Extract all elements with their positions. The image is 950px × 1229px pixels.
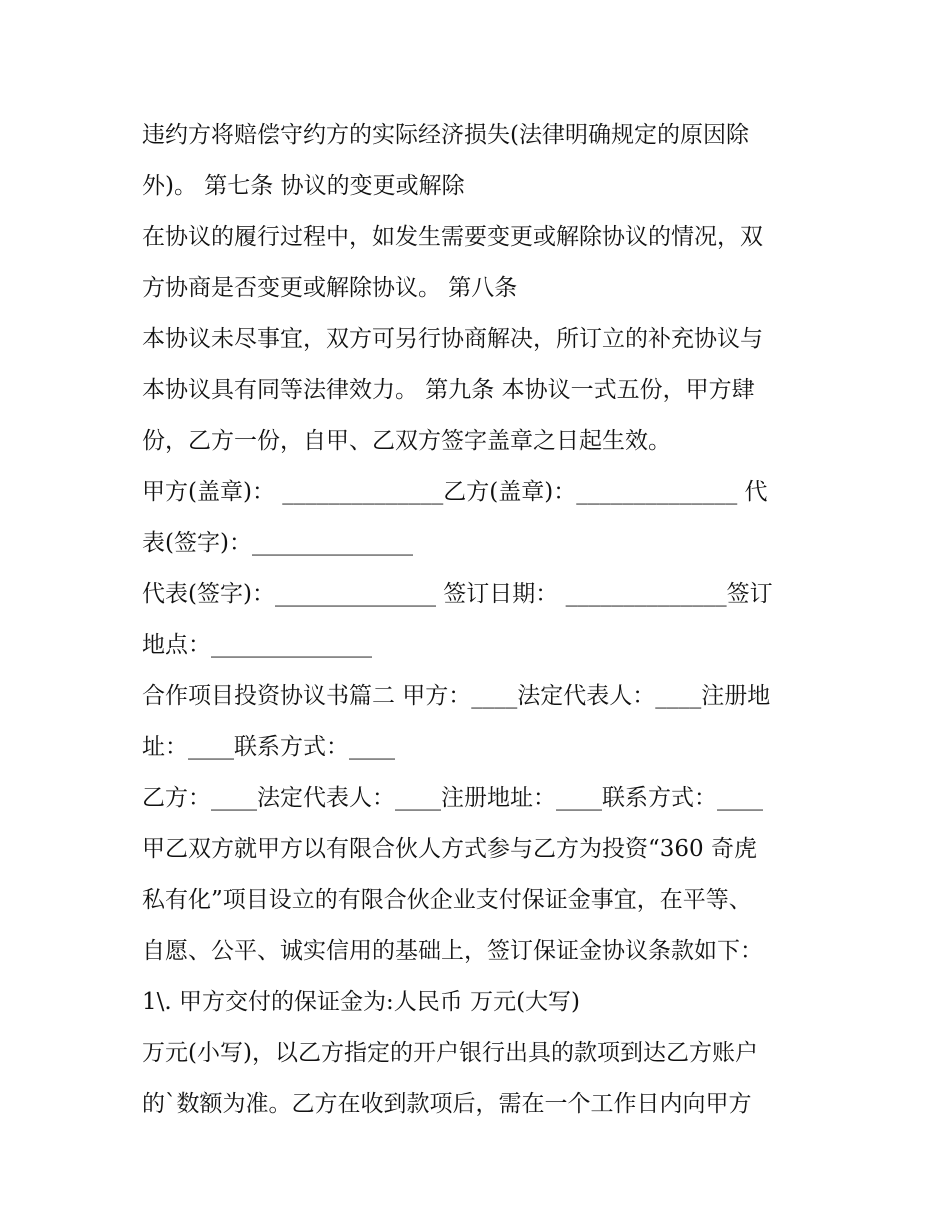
text-line: 自愿、公平、诚实信用的基础上，签订保证金协议条款如下： [142, 938, 763, 964]
signature-line: 表(签字)：______________ [142, 530, 413, 556]
text-line: 万元(小写)，以乙方指定的开户银行出具的款项到达乙方账户 [142, 1040, 758, 1066]
text-line: 在协议的履行过程中，如发生需要变更或解除协议的情况，双 [142, 224, 763, 250]
text-line: 方协商是否变更或解除协议。 第八条 [142, 275, 518, 301]
text-line: 外)。 第七条 协议的变更或解除 [142, 173, 465, 199]
text-line: 本协议具有同等法律效力。 第九条 本协议一式五份，甲方肆 [142, 377, 755, 403]
signature-line: 代表(签字)：______________ 签订日期： ______________签订 [142, 581, 773, 607]
section-heading-line: 合作项目投资协议书篇二 甲方：____法定代表人：____注册地 [142, 683, 771, 709]
text-line: 私有化”项目设立的有限合伙企业支付保证金事宜，在平等、 [142, 887, 752, 913]
text-line: 违约方将赔偿守约方的实际经济损失(法律明确规定的原因除 [142, 122, 749, 148]
signature-line: 甲方(盖章)： ______________乙方(盖章)：______________ 代 [142, 479, 768, 505]
text-line: 的`数额为准。乙方在收到款项后，需在一个工作日内向甲方 [142, 1091, 752, 1117]
document-body [142, 110, 822, 1130]
text-line: 址：____联系方式：____ [142, 734, 395, 760]
text-line: 份，乙方一份，自甲、乙双方签字盖章之日起生效。 [142, 428, 671, 454]
text-line: 1\. 甲方交付的保证金为:人民币 万元(大写) [142, 989, 581, 1015]
text-line: 本协议未尽事宜，双方可另行协商解决，所订立的补充协议与 [142, 326, 763, 352]
text-line: 甲乙双方就甲方以有限合伙人方式参与乙方为投资“360 奇虎 [142, 836, 757, 862]
signature-line: 地点：______________ [142, 632, 372, 658]
text-line: 乙方：____法定代表人：____注册地址：____联系方式：____ [142, 785, 763, 811]
